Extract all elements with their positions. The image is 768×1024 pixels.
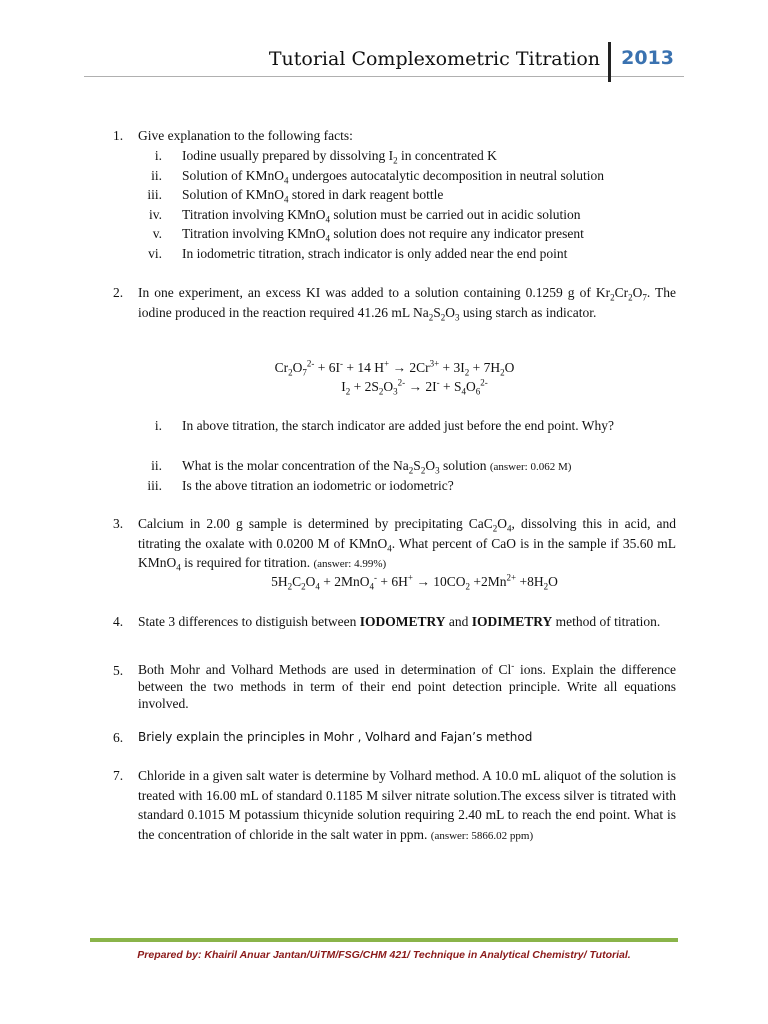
question-5 — [113, 661, 676, 712]
answer-text: (answer: 0.062 M) — [489, 461, 572, 473]
list-item — [138, 244, 678, 264]
item-text: In above titration, the starch indicator are added just before the end point. Why? — [182, 418, 614, 433]
item-number: iv. — [149, 206, 162, 222]
question-number: 1. — [113, 128, 124, 143]
answer-text: (answer: 4.99%) — [313, 558, 387, 570]
item-text: What is the molar concentration of the $Na_2S_2O_3$ solution (answer: 0.062 M) — [182, 458, 572, 476]
list-item — [138, 476, 678, 496]
item-text: Solution of KMnO$_4$ undergoes autocatalytic decomposition in neutral solution — [182, 167, 604, 186]
question-7 — [113, 766, 676, 846]
answer-text: (answer: 5866.02 ppm) — [430, 829, 534, 842]
question-text: Both Mohr and Volhard Methods are used in determination of Cl- ions. Explain the difference between the two methods in term of their end point detection principle. Write all equations involved. — [138, 660, 677, 711]
header-title: Tutorial Complexometric Titration — [268, 48, 600, 70]
question-text: Give explanation to the following facts: — [138, 128, 353, 143]
question-text: Briely explain the principles in Mohr , Volhard and Fajan’s method — [138, 730, 533, 744]
list-item — [138, 185, 678, 205]
list-item — [138, 146, 678, 166]
equation: $5H_2C_2O_4 + 2MnO_4^- + 6H^+ \to 10CO_2 +2Mn^{2+} +8H_2O$ — [271, 572, 558, 592]
item-number: i. — [154, 148, 162, 163]
question-text: State 3 differences to distiguish between IODOMETRY and IODIMETRY method of titration. — [138, 614, 661, 629]
question-1 — [113, 126, 676, 146]
question-number: 6. — [113, 730, 124, 745]
item-number: iii. — [147, 477, 162, 493]
list-item — [138, 224, 678, 244]
question-number: 5. — [113, 663, 124, 678]
question-number: 3. — [113, 516, 124, 531]
item-number: ii. — [151, 458, 162, 473]
item-text: In iodometric titration, strach indicator is only added near the end point — [182, 245, 568, 261]
list-item — [138, 166, 678, 186]
item-number: v. — [152, 226, 162, 241]
item-text: Iodine usually prepared by dissolving $I_2$ in concentrated K — [182, 148, 497, 166]
question-2 — [113, 283, 676, 322]
question-6 — [113, 728, 676, 748]
item-text: Titration involving KMnO$_4$ solution does not require any indicator present — [182, 226, 584, 244]
question-number: 2. — [113, 285, 124, 300]
question-text: Calcium in 2.00 g sample is determined by precipitating $CaC_2O_4$, dissolving this in acid, and titrating the oxalate with 0.0200 M of KMnO$_4$. What percent of CaO is in the sample if 35.60 mL KMnO$_4$ is required for titration. (answer: 4.99%) — [138, 516, 677, 573]
item-number: i. — [154, 418, 162, 433]
item-number: iii. — [147, 187, 162, 202]
equation: $Cr_2O_7^{2-} + 6I^- + 14$ $H^+ \to 2Cr^{3+} + 3I_2 + 7H_2O$ — [274, 358, 515, 378]
header-separator — [608, 42, 611, 82]
question-text: In one experiment, an excess KI was added to a solution containing 0.1259 g of $Kr_2Cr_2O_7$. The iodine produced in the reaction required 41.26 mL $Na_2S_2O_3$ using starch as indicator. — [138, 285, 676, 323]
item-number: ii. — [151, 167, 162, 183]
question-number: 7. — [113, 768, 124, 783]
question-text: Chloride in a given salt water is determine by Volhard method. A 10.0 mL aliquot of the solution is treated with 16.00 mL of standard 0.1185 M silver nitrate solution.The excess silver is titrated with standard 0.1015 M potassium thicynide solution requiring 2.40 mL to reach the end point. What is the concentration of chloride in the salt water in ppm. (answer: 5866.02 ppm) — [138, 768, 676, 842]
item-text: Is the above titration an iodometric or iodometric? — [182, 477, 454, 493]
equation: $I_2 + 2S_2O_3^{2-} \to 2I^- + S_4O_6^{2-}$ — [341, 377, 488, 397]
list-item — [138, 205, 678, 225]
page-header — [84, 42, 684, 77]
question-3 — [113, 514, 676, 575]
question-number: 4. — [113, 614, 124, 629]
header-year: 2013 — [621, 47, 674, 69]
item-text: Solution of KMnO$_4$ stored in dark reagent bottle — [182, 187, 444, 205]
page-footer: Prepared by: Khairil Anuar Jantan/UiTM/FSG/CHM 421/ Technique in Analytical Chemistry/ Tutorial. — [137, 949, 631, 961]
footer-divider — [90, 938, 678, 942]
question-4 — [113, 612, 676, 632]
list-item — [138, 416, 678, 436]
item-text: Titration involving KMnO$_4$ solution must be carried out in acidic solution — [182, 206, 581, 225]
item-number: vi. — [148, 245, 162, 261]
list-item — [138, 456, 678, 478]
